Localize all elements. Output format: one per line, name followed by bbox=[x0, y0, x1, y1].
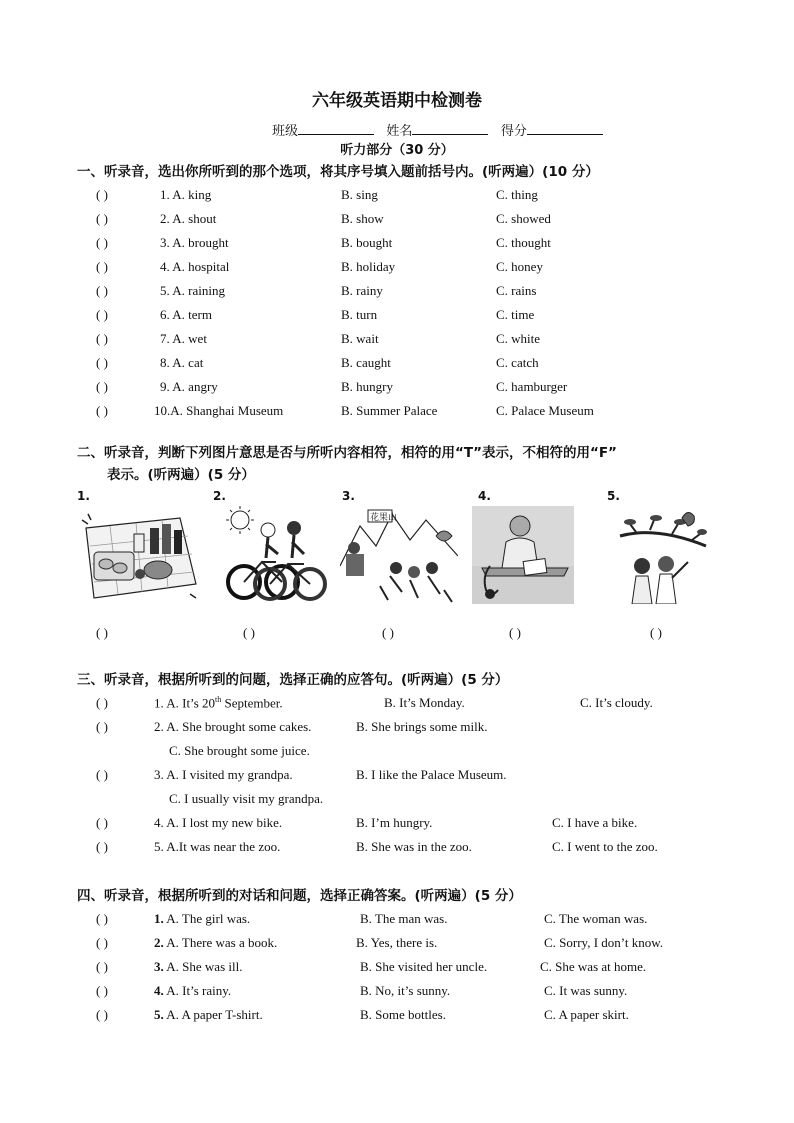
picture-number: 1. bbox=[77, 489, 90, 503]
picture-answer-paren[interactable]: ( ) bbox=[650, 625, 662, 640]
question-number: 3. bbox=[154, 959, 164, 974]
option-a: 3. A. I visited my grandpa. bbox=[154, 767, 293, 782]
part1-item bbox=[0, 235, 794, 257]
part2-heading-line1: 二、听录音，判断下列图片意思是否与所听内容相符，相符的用“T”表示，不相符的用“F” bbox=[77, 445, 617, 461]
part1-item bbox=[0, 283, 794, 305]
part4-item bbox=[0, 911, 794, 933]
option-c: C. hamburger bbox=[496, 379, 568, 394]
part2-heading bbox=[77, 442, 727, 486]
option-c: C. Palace Museum bbox=[496, 403, 594, 418]
option-a bbox=[154, 983, 231, 999]
option-c: C. white bbox=[496, 331, 541, 346]
part1-heading: 一、听录音，选出你所听到的那个选项，将其序号填入题前括号内。(听两遍）(10 分） bbox=[77, 164, 599, 180]
option-b: B. I’m hungry. bbox=[356, 815, 433, 830]
option-b: B. caught bbox=[341, 355, 391, 370]
question-number: 2. bbox=[154, 935, 164, 950]
option-b: B. She was in the zoo. bbox=[356, 839, 472, 854]
answer-paren[interactable]: ( ) bbox=[96, 983, 108, 998]
part3-item bbox=[0, 719, 794, 741]
option-a: 9. A. angry bbox=[160, 379, 218, 394]
option-a-rest: September. bbox=[221, 695, 283, 711]
option-b: B. turn bbox=[341, 307, 378, 322]
mountain-monkey-scene-picture bbox=[340, 506, 458, 604]
picture-number: 2. bbox=[213, 489, 226, 503]
picnic-food-picture bbox=[80, 506, 200, 604]
option-c: C. time bbox=[496, 307, 535, 322]
option-a-text: 1. A. It’s 20 bbox=[154, 695, 216, 711]
part3-item bbox=[0, 695, 794, 717]
answer-paren[interactable]: ( ) bbox=[96, 1007, 108, 1022]
option-a: 5. A.It was near the zoo. bbox=[154, 839, 281, 854]
option-a: 5. A. raining bbox=[160, 283, 225, 298]
question-number: 1. bbox=[154, 911, 164, 926]
option-b: B. Some bottles. bbox=[360, 1007, 446, 1022]
option-a: 8. A. cat bbox=[160, 355, 204, 370]
class-blank[interactable] bbox=[298, 122, 374, 135]
part4-item bbox=[0, 935, 794, 957]
question-number: 4. bbox=[154, 983, 164, 998]
option-b: B. sing bbox=[341, 187, 378, 202]
answer-paren[interactable]: ( ) bbox=[96, 259, 108, 274]
option-a-text: A. The girl was. bbox=[163, 911, 251, 926]
answer-paren[interactable]: ( ) bbox=[96, 235, 108, 250]
option-c: C. honey bbox=[496, 259, 543, 274]
part1-item bbox=[0, 331, 794, 353]
part1-item bbox=[0, 307, 794, 329]
option-c: C. It’s cloudy. bbox=[580, 695, 653, 710]
name-blank[interactable] bbox=[412, 122, 488, 135]
option-b: B. She brings some milk. bbox=[356, 719, 488, 734]
answer-paren[interactable]: ( ) bbox=[96, 767, 108, 782]
picture-answer-paren[interactable]: ( ) bbox=[243, 625, 255, 640]
answer-paren[interactable]: ( ) bbox=[96, 403, 108, 418]
option-b: B. Yes, there is. bbox=[356, 935, 438, 950]
part4-item bbox=[0, 983, 794, 1005]
ordinal-suffix: th bbox=[215, 695, 222, 704]
answer-paren[interactable]: ( ) bbox=[96, 283, 108, 298]
option-b: B. The man was. bbox=[360, 911, 448, 926]
option-a bbox=[154, 959, 242, 975]
option-a bbox=[154, 935, 277, 951]
option-c: C. showed bbox=[496, 211, 551, 226]
part1-item bbox=[0, 355, 794, 377]
option-c: C. I have a bike. bbox=[552, 815, 638, 830]
answer-paren[interactable]: ( ) bbox=[96, 815, 108, 830]
option-a: 2. A. She brought some cakes. bbox=[154, 719, 312, 734]
picture-answer-paren[interactable]: ( ) bbox=[382, 625, 394, 640]
option-b: B. No, it’s sunny. bbox=[360, 983, 451, 998]
option-c: C. It was sunny. bbox=[544, 983, 628, 998]
picture-number: 4. bbox=[478, 489, 491, 503]
option-a: 6. A. term bbox=[160, 307, 212, 322]
part1-item bbox=[0, 187, 794, 209]
picture-number: 3. bbox=[342, 489, 355, 503]
option-a: 4. A. I lost my new bike. bbox=[154, 815, 283, 830]
name-label: 姓名 bbox=[386, 124, 413, 139]
answer-paren[interactable]: ( ) bbox=[96, 307, 108, 322]
answer-paren[interactable]: ( ) bbox=[96, 695, 108, 710]
option-c: C. Sorry, I don’t know. bbox=[544, 935, 664, 950]
option-b: B. Summer Palace bbox=[341, 403, 438, 418]
option-c: C. catch bbox=[496, 355, 539, 370]
part4-heading: 四、听录音，根据所听到的对话和问题，选择正确答案。(听两遍）(5 分） bbox=[77, 888, 522, 904]
svg-text:花果山: 花果山 bbox=[370, 513, 398, 523]
option-a bbox=[154, 911, 250, 927]
option-b: B. She visited her uncle. bbox=[360, 959, 488, 974]
option-c: C. I went to the zoo. bbox=[552, 839, 658, 854]
question-number: 5. bbox=[154, 1007, 164, 1022]
two-kids-cycling-picture bbox=[222, 506, 330, 604]
option-b: B. rainy bbox=[341, 283, 383, 298]
part3-item-continued bbox=[0, 791, 794, 813]
part3-heading: 三、听录音，根据所听到的问题，选择正确的应答句。(听两遍）(5 分） bbox=[77, 672, 509, 688]
answer-paren[interactable]: ( ) bbox=[96, 935, 108, 950]
option-c: C. A paper skirt. bbox=[544, 1007, 629, 1022]
option-a-text: A. There was a book. bbox=[163, 935, 278, 950]
option-a: 4. A. hospital bbox=[160, 259, 230, 274]
answer-paren[interactable]: ( ) bbox=[96, 211, 108, 226]
part1-item bbox=[0, 211, 794, 233]
option-c: C. The woman was. bbox=[544, 911, 648, 926]
option-a: 1. A. king bbox=[160, 187, 212, 202]
part2-heading-line2: 表示。(听两遍）(5 分） bbox=[107, 467, 255, 483]
answer-paren[interactable]: ( ) bbox=[96, 719, 108, 734]
part3-item-continued bbox=[0, 743, 794, 765]
part3-item bbox=[0, 767, 794, 789]
part4-item bbox=[0, 959, 794, 981]
part3-item bbox=[0, 839, 794, 861]
option-a bbox=[154, 695, 283, 711]
part3-item bbox=[0, 815, 794, 837]
answer-paren[interactable]: ( ) bbox=[96, 839, 108, 854]
part1-item bbox=[0, 403, 794, 425]
part1-item bbox=[0, 379, 794, 401]
option-b: B. I like the Palace Museum. bbox=[356, 767, 507, 782]
answer-paren[interactable]: ( ) bbox=[96, 187, 108, 202]
option-a-text: A. It’s rainy. bbox=[163, 983, 232, 998]
option-c: C. She brought some juice. bbox=[169, 743, 310, 758]
part1-item bbox=[0, 259, 794, 281]
option-c: C. rains bbox=[496, 283, 537, 298]
option-a bbox=[154, 1007, 263, 1023]
option-b: B. It’s Monday. bbox=[384, 695, 465, 710]
picture-number: 5. bbox=[607, 489, 620, 503]
page-title: 六年级英语期中检测卷 bbox=[312, 91, 482, 111]
answer-paren[interactable]: ( ) bbox=[96, 379, 108, 394]
option-a: 3. A. brought bbox=[160, 235, 229, 250]
answer-paren[interactable]: ( ) bbox=[96, 331, 108, 346]
option-a-text: A. A paper T-shirt. bbox=[163, 1007, 263, 1022]
option-c: C. thing bbox=[496, 187, 538, 202]
class-label: 班级 bbox=[272, 124, 299, 139]
option-b: B. wait bbox=[341, 331, 379, 346]
option-b: B. hungry bbox=[341, 379, 393, 394]
option-a: 10.A. Shanghai Museum bbox=[154, 403, 284, 418]
option-c: C. I usually visit my grandpa. bbox=[169, 791, 324, 806]
option-a: 7. A. wet bbox=[160, 331, 207, 346]
option-b: B. holiday bbox=[341, 259, 396, 274]
man-at-desk-picture bbox=[472, 506, 574, 604]
option-b: B. bought bbox=[341, 235, 393, 250]
option-c: C. thought bbox=[496, 235, 551, 250]
answer-paren[interactable]: ( ) bbox=[96, 911, 108, 926]
option-a: 2. A. shout bbox=[160, 211, 217, 226]
score-label: 得分 bbox=[500, 124, 527, 139]
answer-paren[interactable]: ( ) bbox=[96, 355, 108, 370]
picture-answer-paren[interactable]: ( ) bbox=[96, 625, 108, 640]
picture-answer-paren[interactable]: ( ) bbox=[509, 625, 521, 640]
answer-paren[interactable]: ( ) bbox=[96, 959, 108, 974]
listening-section-title: 听力部分（30 分） bbox=[340, 143, 454, 158]
student-info-line bbox=[272, 120, 603, 139]
option-c: C. She was at home. bbox=[540, 959, 647, 974]
option-a-text: A. She was ill. bbox=[163, 959, 243, 974]
part4-item bbox=[0, 1007, 794, 1029]
score-blank[interactable] bbox=[527, 122, 603, 135]
children-tree-bird-picture bbox=[616, 506, 710, 604]
option-b: B. show bbox=[341, 211, 384, 226]
